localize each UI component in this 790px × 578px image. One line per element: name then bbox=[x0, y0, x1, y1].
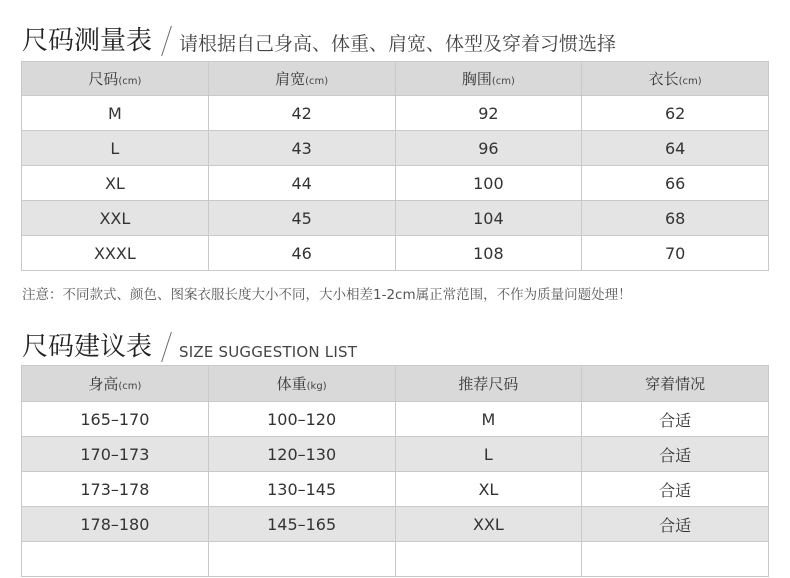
size-measurement-table bbox=[21, 61, 769, 271]
header-cell: 推荐尺码 bbox=[395, 366, 582, 402]
table-cell: XXL bbox=[395, 507, 582, 542]
table-cell: 145–165 bbox=[208, 507, 395, 542]
title-divider bbox=[161, 26, 172, 56]
table-header-row bbox=[22, 62, 769, 96]
table-row bbox=[22, 472, 769, 507]
table-cell: 104 bbox=[395, 201, 582, 236]
table-cell: 44 bbox=[208, 166, 395, 201]
table-cell: L bbox=[395, 437, 582, 472]
table-cell: 130–145 bbox=[208, 472, 395, 507]
table-cell: 108 bbox=[395, 236, 582, 271]
table-cell bbox=[395, 542, 582, 577]
table-row bbox=[22, 96, 769, 131]
table-cell: 68 bbox=[582, 201, 769, 236]
table-row bbox=[22, 131, 769, 166]
table-cell: 100 bbox=[395, 166, 582, 201]
table-cell bbox=[582, 542, 769, 577]
table-cell: 165–170 bbox=[22, 402, 209, 437]
table-cell: 92 bbox=[395, 96, 582, 131]
header-cell: 衣长(cm) bbox=[582, 62, 769, 96]
table-row bbox=[22, 201, 769, 236]
header-cell: 胸围(cm) bbox=[395, 62, 582, 96]
table-cell: XL bbox=[22, 166, 209, 201]
table-cell: 70 bbox=[582, 236, 769, 271]
suggestion-chart-subtitle: SIZE SUGGESTION LIST bbox=[179, 343, 358, 361]
table-cell: 100–120 bbox=[208, 402, 395, 437]
size-note: 注意：不同款式、颜色、图案衣服长度大小不同，大小相差1-2cm属正常范围，不作为质量问题处理！ bbox=[22, 287, 632, 303]
table-cell: 合适 bbox=[582, 437, 769, 472]
header-cell: 体重(kg) bbox=[208, 366, 395, 402]
table-cell: 62 bbox=[582, 96, 769, 131]
size-chart-subtitle: 请根据自己身高、体重、肩宽、体型及穿着习惯选择 bbox=[179, 33, 617, 55]
header-cell: 肩宽(cm) bbox=[208, 62, 395, 96]
suggestion-chart-heading bbox=[22, 332, 357, 362]
table-cell: 45 bbox=[208, 201, 395, 236]
table-cell: 66 bbox=[582, 166, 769, 201]
table-cell bbox=[208, 542, 395, 577]
table-cell: 170–173 bbox=[22, 437, 209, 472]
table-cell: 64 bbox=[582, 131, 769, 166]
table-row bbox=[22, 507, 769, 542]
table-row bbox=[22, 402, 769, 437]
table-header-row bbox=[22, 366, 769, 402]
size-chart-heading bbox=[22, 26, 616, 56]
table-cell: XXXL bbox=[22, 236, 209, 271]
table-cell: L bbox=[22, 131, 209, 166]
table-cell: XL bbox=[395, 472, 582, 507]
header-cell: 尺码(cm) bbox=[22, 62, 209, 96]
table-cell bbox=[22, 542, 209, 577]
table-cell: 178–180 bbox=[22, 507, 209, 542]
table-cell: 96 bbox=[395, 131, 582, 166]
table-cell: M bbox=[22, 96, 209, 131]
table-row bbox=[22, 236, 769, 271]
table-row bbox=[22, 542, 769, 577]
table-cell: 42 bbox=[208, 96, 395, 131]
table-row bbox=[22, 437, 769, 472]
table-cell: 173–178 bbox=[22, 472, 209, 507]
table-cell: 合适 bbox=[582, 402, 769, 437]
table-cell: 46 bbox=[208, 236, 395, 271]
header-cell: 身高(cm) bbox=[22, 366, 209, 402]
header-cell: 穿着情况 bbox=[582, 366, 769, 402]
size-chart-title: 尺码测量表 bbox=[22, 26, 153, 56]
title-divider bbox=[161, 332, 172, 362]
table-cell: 合适 bbox=[582, 472, 769, 507]
table-cell: 合适 bbox=[582, 507, 769, 542]
table-row bbox=[22, 166, 769, 201]
table-cell: 43 bbox=[208, 131, 395, 166]
table-cell: M bbox=[395, 402, 582, 437]
suggestion-chart-title: 尺码建议表 bbox=[22, 332, 153, 362]
table-cell: 120–130 bbox=[208, 437, 395, 472]
table-cell: XXL bbox=[22, 201, 209, 236]
size-suggestion-table bbox=[21, 365, 769, 577]
